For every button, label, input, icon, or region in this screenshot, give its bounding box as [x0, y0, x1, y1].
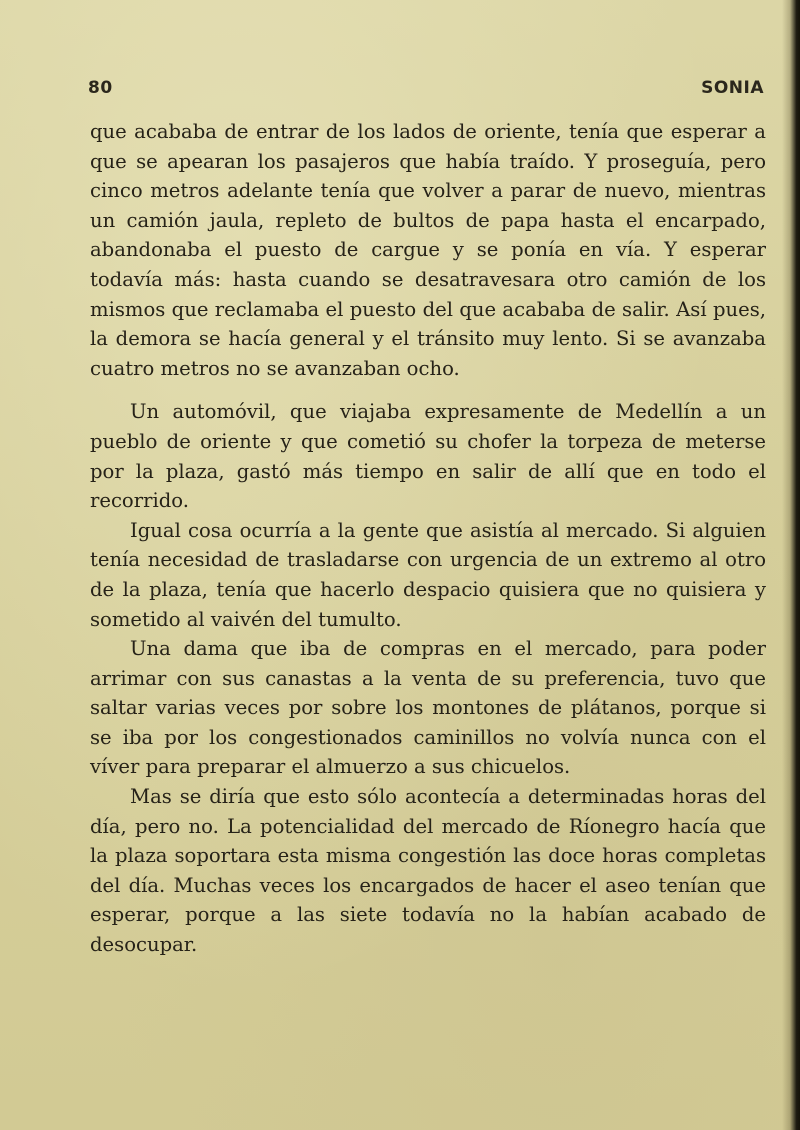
page-edge-shadow: [782, 0, 800, 1130]
running-head: [88, 78, 764, 102]
book-title: SONIA: [701, 78, 764, 98]
body-text: [90, 117, 766, 960]
paragraph-3: Igual cosa ocurría a la gente que asistía al mercado. Si alguien tenía necesidad de trasladarse con urgencia de un extremo al otro de la plaza, tenía que hacerlo despacio quisiera que no quisiera y sometido al vaivén del tumulto.: [90, 518, 766, 631]
page-number: 80: [88, 78, 113, 98]
paragraph-4: Una dama que iba de compras en el mercado, para poder arrimar con sus canastas a la venta de su preferencia, tuvo que saltar varias veces por sobre los montones de plátanos, porque si se iba por los congestionados caminillos no volvía nunca con el víver para preparar el almuerzo a sus chicuelos.: [90, 637, 766, 779]
paragraph-2: Un automóvil, que viajaba expresamente de Medellín a un pueblo de oriente y que cometió su chofer la torpeza de meterse por la plaza, gastó más tiempo en salir de allí que en todo el recorrido.: [90, 400, 766, 513]
paragraph-5: Mas se diría que esto sólo acontecía a determinadas horas del día, pero no. La potencialidad del mercado de Ríonegro hacía que la plaza soportara esta misma congestión las doce horas completas del día. Muchas veces los encargados de hacer el aseo tenían que esperar, porque a las siete todavía no la habían acabado de desocupar.: [90, 785, 766, 957]
paragraph-1: que acababa de entrar de los lados de oriente, tenía que esperar a que se apearan los pasajeros que había traído. Y proseguía, pero cinco metros adelante tenía que volver a parar de nuevo, mientras un camión jaula, repleto de bultos de papa hasta el encarpado, abandonaba el puesto de cargue y se ponía en vía. Y esperar todavía más: hasta cuando se desatravesara otro camión de los mismos que reclamaba el puesto del que acababa de salir. Así pues, la demora se hacía general y el tránsito muy lento. Si se avanzaba cuatro metros no se avanzaban ocho.: [90, 120, 766, 380]
